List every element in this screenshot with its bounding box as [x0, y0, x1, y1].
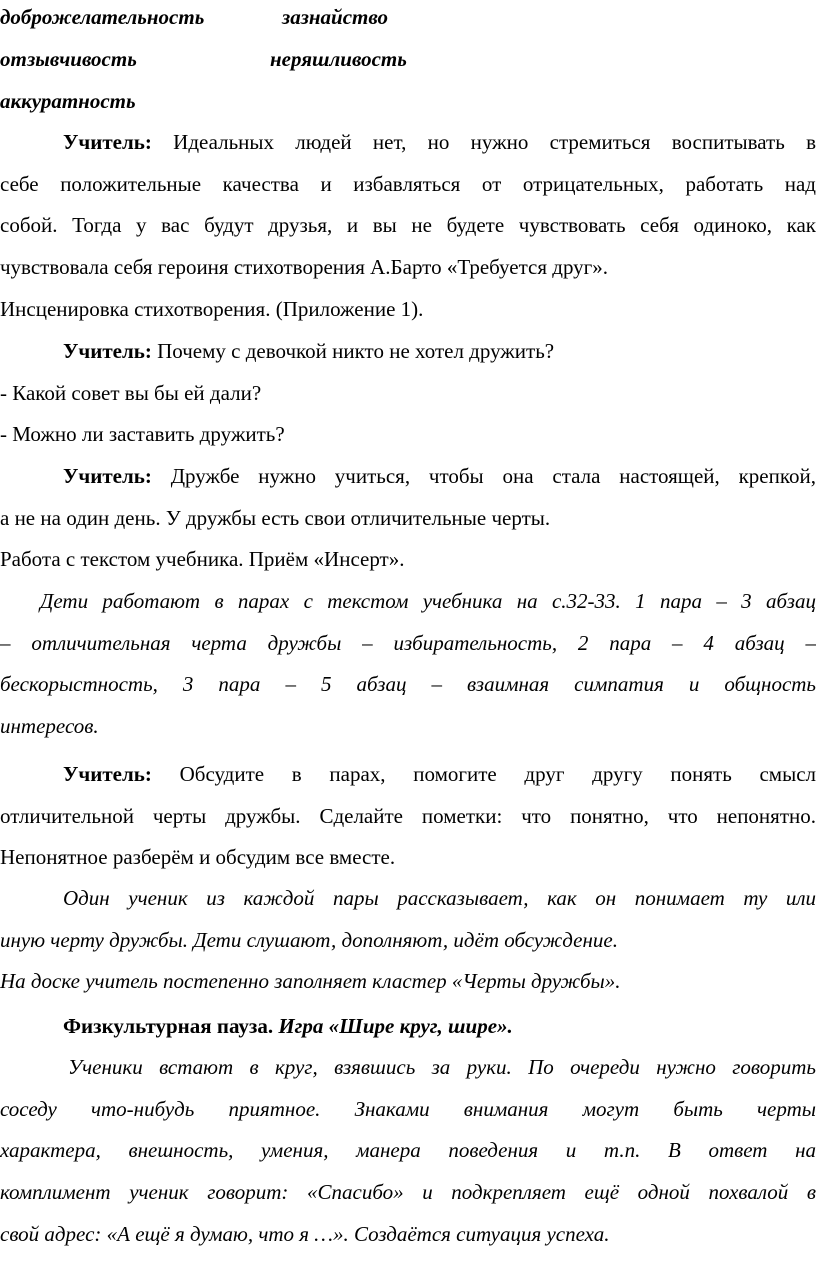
game-title: Игра «Шире круг, шире». — [278, 1014, 513, 1038]
pause-heading: Физкультурная пауза. — [63, 1014, 274, 1038]
speaker-label: Учитель: — [63, 339, 152, 363]
trait-positive-1: доброжелательность — [0, 5, 205, 29]
speaker-label: Учитель: — [63, 464, 152, 488]
paragraph-teacher-question: Учитель: Почему с девочкой никто не хотел дружить? - Какой совет вы бы ей дали? - Можно ли заставить дружить? — [0, 331, 816, 456]
speaker-label: Учитель: — [63, 762, 152, 786]
question-advice: - Какой совет вы бы ей дали? — [0, 380, 262, 405]
paragraph-pause — [0, 1006, 816, 1048]
paragraph-pairs-work: Дети работают в парах с текстом учебника на с.32-33. 1 пара – 3 абзац – отличительная черта дружбы – избирательность, 2 пара – 4 абзац – бескорыстность, 3 пара – 5 абзац – взаимная симпатия и общность интересов. — [0, 589, 816, 739]
paragraph-cluster: На доске учитель постепенно заполняет кластер «Черты дружбы». — [0, 969, 621, 993]
trait-negative-1: зазнайство — [282, 5, 388, 29]
paragraph-teacher-discuss: Учитель: Обсудите в парах, помогите друг другу понять смысл отличительной черты дружбы. Сделайте пометки: что понятно, что непонятно. Непонятное разберём и обсудим все вместе. — [0, 762, 816, 870]
trait-positive-3: аккуратность — [0, 89, 136, 113]
traits-row-2 — [0, 44, 816, 74]
paragraph-teacher-friendship: Учитель: Дружбе нужно учиться, чтобы она стала настоящей, крепкой, а не на один день. У дружбы есть свои отличительные черты. Работа с текстом учебника. Приём «Инсерт». — [0, 456, 816, 581]
trait-negative-2: неряшливость — [270, 47, 407, 71]
trait-positive-2: отзывчивость — [0, 47, 137, 71]
traits-row-3 — [0, 86, 816, 116]
question-force: - Можно ли заставить дружить? — [0, 422, 285, 447]
textbook-work: Работа с текстом учебника. Приём «Инсерт». — [0, 547, 405, 572]
traits-row-1 — [0, 2, 816, 32]
paragraph-teacher-ideal: Учитель: Идеальных людей нет, но нужно стремиться воспитывать в себе положительные качества и избавляться от отрицательных, работать над собой. Тогда у вас будут друзья, и вы не будете чувствовать себя одиноко, как чувствовала себя героиня стихотворения А.Барто «Требуется друг». Инсценировка стихотворения. (Приложение 1). — [0, 122, 816, 330]
paragraph-student-explains: Один ученик из каждой пары рассказывает, как он понимает ту или иную черту дружбы. Дети слушают, дополняют, идёт обсуждение. — [0, 886, 816, 952]
staging-note: Инсценировка стихотворения. (Приложение 1). — [0, 296, 424, 321]
speaker-label: Учитель: — [63, 130, 152, 154]
paragraph-game-rules: Ученики встают в круг, взявшись за руки. По очереди нужно говорить соседу что-нибудь приятное. Знаками внимания могут быть черты характера, внешность, умения, манера поведения и т.п. В ответ на комплимент ученик говорит: «Спасибо» и подкрепляет ещё одной похвалой в свой адрес: «А ещё я думаю, что я …». Создаётся ситуация успеха. — [0, 1055, 816, 1246]
